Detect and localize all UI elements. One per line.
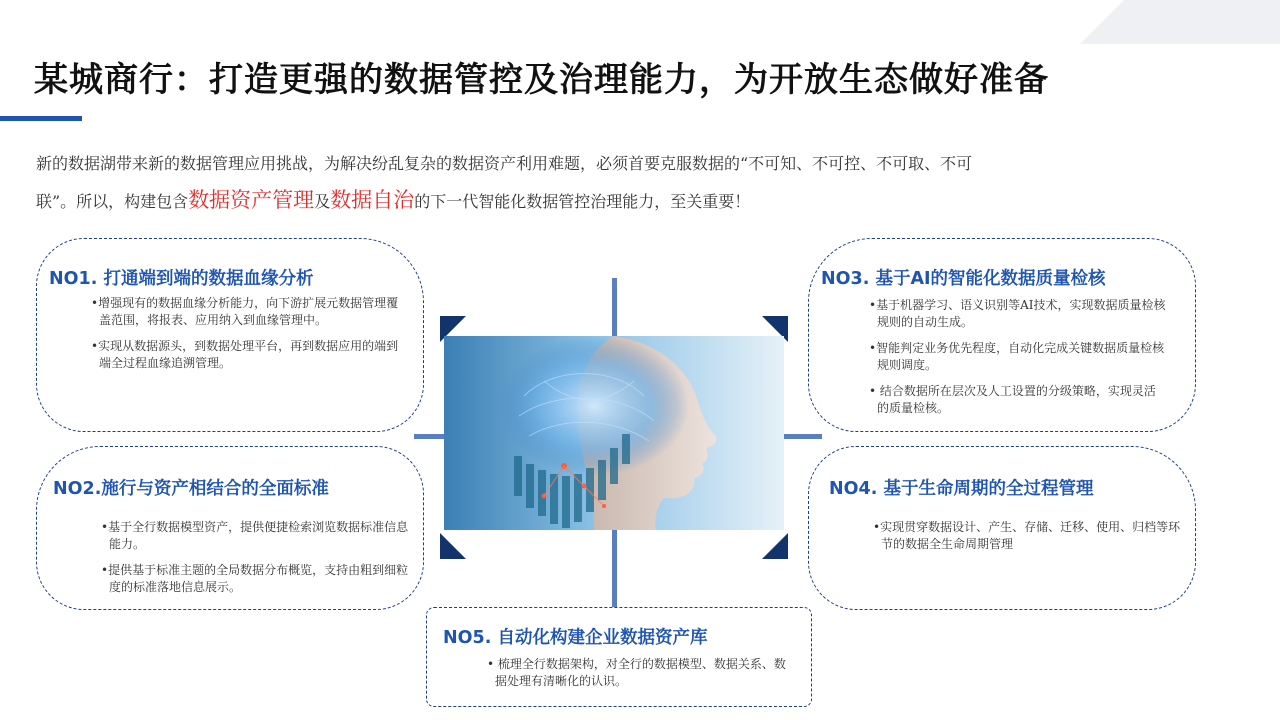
card-no4-title: NO4. 基于生命周期的全过程管理: [829, 479, 1094, 499]
card-no1-bullets: [89, 295, 399, 381]
card-no1-bullet: •实现从数据源头，到数据处理平台，再到数据应用的端到端全过程血缘追溯管理。: [91, 339, 399, 370]
card-no2-bullets: [99, 519, 409, 605]
page-title: 某城商行：打造更强的数据管控及治理能力，为开放生态做好准备: [34, 60, 1049, 100]
ai-brain-illustration: [444, 336, 784, 530]
card-no1-title: NO1. 打通端到端的数据血缘分析: [49, 269, 314, 289]
intro-line1: 新的数据湖带来新的数据管理应用挑战，为解决纷乱复杂的数据资产利用难题，必须首要克服数据的“不可知、不可控、不可取、不可: [36, 154, 973, 173]
connector-right: [784, 434, 822, 439]
card-no4-bullet: •实现贯穿数据设计、产生、存储、迁移、使用、归档等环节的数据全生命周期管理: [873, 520, 1181, 551]
highlight-asset-management: 数据资产管理: [188, 188, 315, 212]
intro-line2-start: 联”。所以，构建包含: [36, 192, 189, 211]
corner-triangle-bottom-right: [762, 533, 788, 559]
title-underline: [0, 116, 82, 121]
corner-decoration: [1080, 0, 1280, 44]
highlight-data-autonomy: 数据自治: [330, 188, 415, 212]
card-no3-bullets: [867, 297, 1167, 426]
card-no2-standards: [36, 446, 424, 610]
card-no5-bullets: [485, 656, 795, 699]
connector-bottom: [612, 530, 617, 608]
card-no3-bullet: •智能判定业务优先程度，自动化完成关键数据质量检核规则调度。: [869, 341, 1165, 372]
card-no5-bullet: • 梳理全行数据架构，对全行的数据模型、数据关系、数据处理有清晰化的认识。: [487, 657, 786, 688]
card-no1-bullet: •增强现有的数据血缘分析能力，向下游扩展元数据管理覆盖范围，将报表、应用纳入到血缘管理中。: [91, 296, 399, 327]
card-no3-bullet: • 结合数据所在层次及人工设置的分级策略，实现灵活的质量检核。: [869, 384, 1156, 415]
card-no2-title: NO2.施行与资产相结合的全面标准: [53, 479, 329, 499]
card-no5-asset-library: [426, 607, 812, 707]
card-no2-bullet: •基于全行数据模型资产，提供便捷检索浏览数据标准信息能力。: [101, 520, 409, 551]
card-no3-quality: [808, 238, 1196, 432]
card-no4-lifecycle: [808, 446, 1196, 610]
card-no3-bullet: •基于机器学习、语义识别等AI技术，实现数据质量检核规则的自动生成。: [869, 298, 1166, 329]
ai-brain-head-image: [444, 336, 784, 530]
intro-paragraph: [36, 145, 1226, 220]
connector-top: [612, 278, 617, 336]
corner-triangle-bottom-left: [440, 533, 466, 559]
intro-connector: 及: [314, 192, 331, 211]
card-no2-bullet: •提供基于标准主题的全局数据分布概览，支持由粗到细粒度的标准落地信息展示。: [101, 563, 409, 594]
card-no3-title: NO3. 基于AI的智能化数据质量检核: [821, 269, 1106, 289]
card-no1-lineage: [36, 238, 424, 432]
card-no4-bullets: [871, 519, 1181, 562]
connector-left: [414, 434, 444, 439]
card-no5-title: NO5. 自动化构建企业数据资产库: [443, 628, 708, 648]
intro-line2-end: 的下一代智能化数据管控治理能力，至关重要！: [414, 192, 751, 211]
